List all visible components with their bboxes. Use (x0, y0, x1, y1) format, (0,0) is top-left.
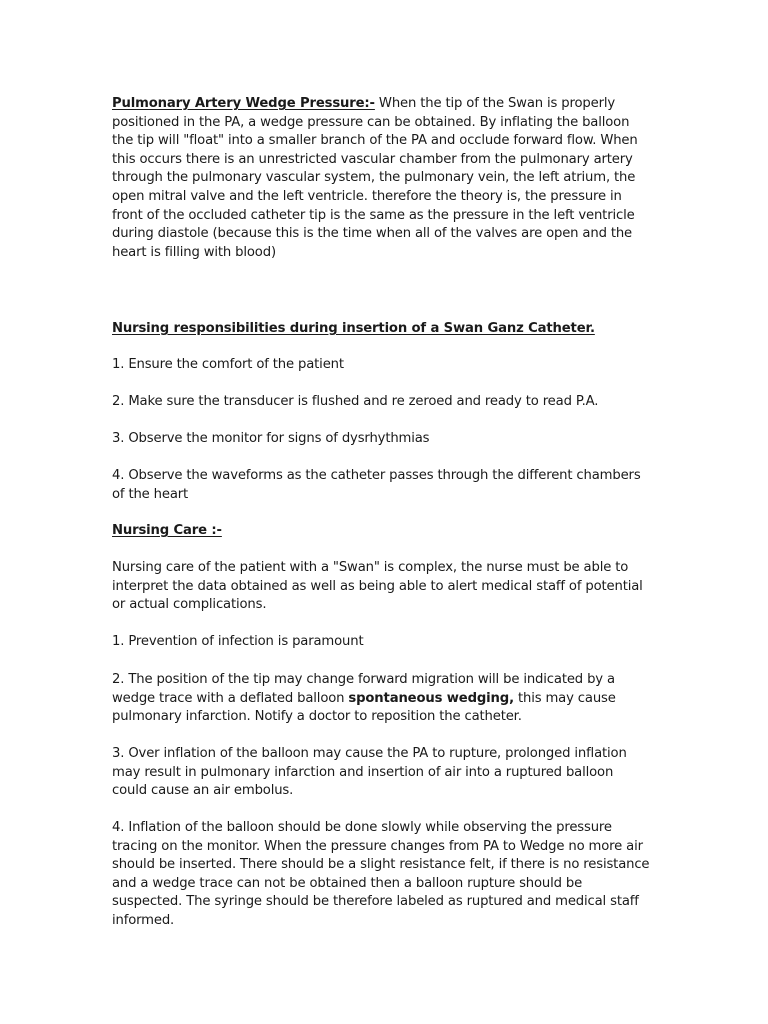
care-item-1: 1. Prevention of infection is paramount (112, 634, 364, 649)
care-item-4: 4. Inflation of the balloon should be done slowly while observing the pressure tracing on the monitor. When the pressure changes from PA to Wedge no more air should be inserted. There should be a slight resistance felt, if there is no resistance and a wedge trace can not be obtained then a balloon rupture should be suspected. The syringe should be therefore labeled as ruptured and medical staff informed. (112, 820, 650, 928)
wedge-pressure-heading: Pulmonary Artery Wedge Pressure:- (112, 96, 375, 111)
wedge-pressure-paragraph (112, 95, 652, 262)
responsibility-item-4: 4. Observe the waveforms as the catheter passes through the different chambers of the heart (112, 468, 641, 502)
responsibility-item-2: 2. Make sure the transducer is flushed and re zeroed and ready to read P.A. (112, 394, 599, 409)
spontaneous-wedging-emphasis: spontaneous wedging, (348, 690, 514, 706)
wedge-pressure-body: When the tip of the Swan is properly positioned in the PA, a wedge pressure can be obtained. By inflating the balloon the tip will "float" into a smaller branch of the PA and occlude forward flow. When this occurs there is an unrestricted vascular chamber from the pulmonary artery through the pulmonary vascular system, the pulmonary vein, the left atrium, the open mitral valve and the left ventricle. therefore the theory is, the pressure in front of the occluded catheter tip is the same as the pressure in the left ventricle during diastole (because this is the time when all of the valves are open and the heart is filling with blood) (112, 96, 638, 260)
nursing-care-heading: Nursing Care :- (112, 523, 222, 538)
nursing-care-intro: Nursing care of the patient with a "Swan" is complex, the nurse must be able to interpret the data obtained as well as being able to alert medical staff of potential or actual complications. (112, 560, 643, 613)
responsibility-item-3: 3. Observe the monitor for signs of dysrhythmias (112, 431, 430, 446)
nursing-responsibilities-heading: Nursing responsibilities during insertion of a Swan Ganz Catheter. (112, 321, 595, 336)
care-item-2-text-start: 2. The position of the tip may change forward migration will be indicated by a wedge trace with a deflated balloon (112, 672, 615, 706)
care-item-2 (112, 671, 652, 727)
care-item-3: 3. Over inflation of the balloon may cause the PA to rupture, prolonged inflation may result in pulmonary infarction and insertion of air into a ruptured balloon could cause an air embolus. (112, 746, 627, 799)
care-item-2-text-end: this may cause pulmonary infarction. Notify a doctor to reposition the catheter. (112, 690, 616, 725)
responsibility-item-1: 1. Ensure the comfort of the patient (112, 357, 344, 372)
